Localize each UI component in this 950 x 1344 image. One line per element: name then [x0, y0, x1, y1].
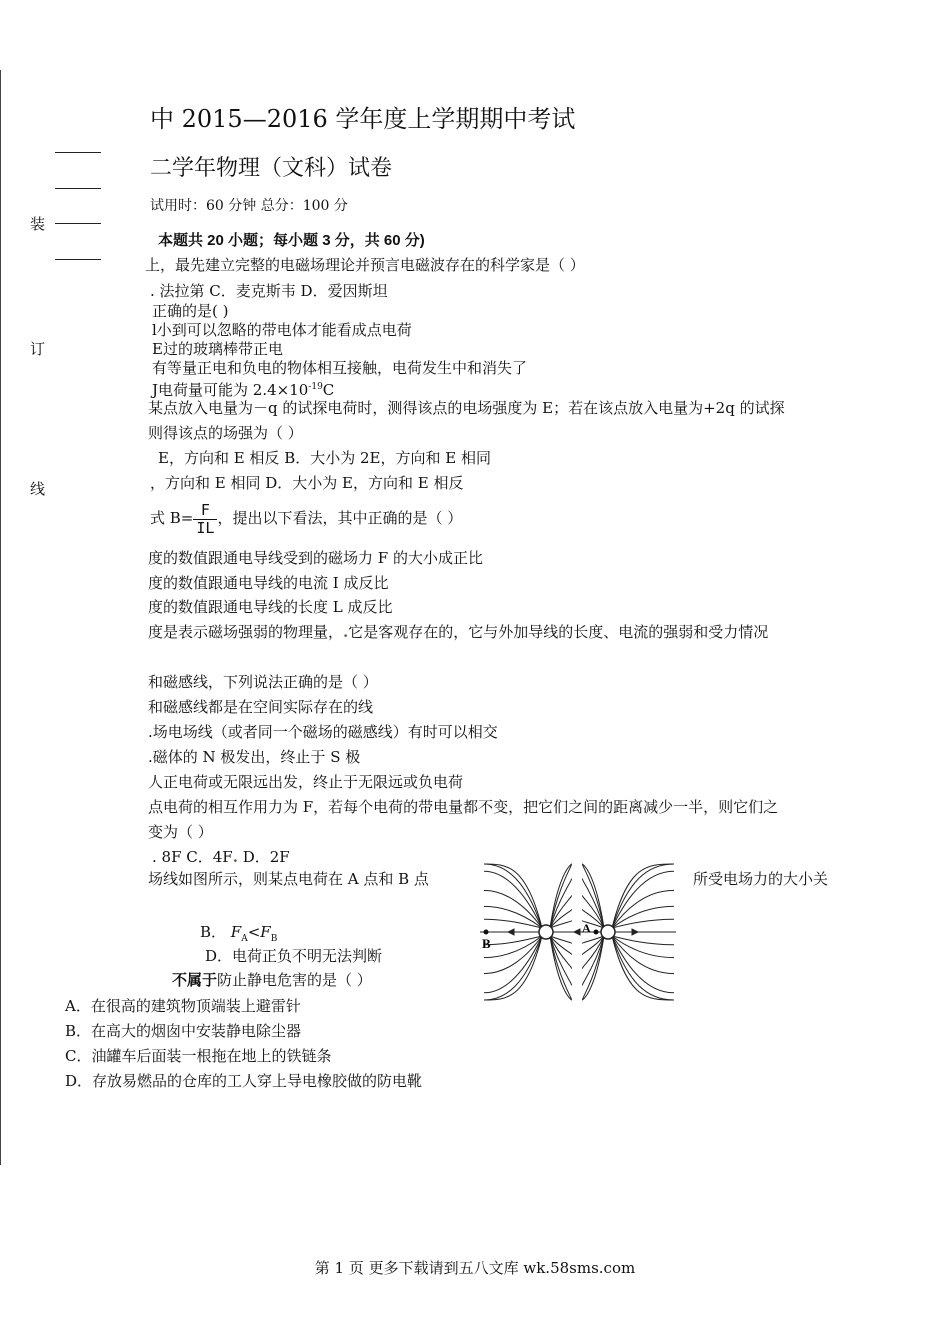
exam-meta: 试用时：60 分钟 总分：100 分	[150, 198, 348, 214]
q4-option-d: 度是表示磁场强弱的物理量，.它是客观存在的，它与外加导线的长度、电流的强弱和受力情况	[148, 623, 769, 641]
q4-option-c: 度的数值跟通电导线的长度 L 成反比	[148, 598, 393, 616]
formula-fraction: $\frac{F}{IL}$	[193, 502, 217, 537]
field-line	[612, 936, 674, 1000]
q5-option-a: 和磁感线都是在空间实际存在的线	[148, 698, 374, 716]
field-line	[484, 936, 542, 1000]
q2-option-a: l小到可以忽略的带电体才能看成点电荷	[152, 321, 412, 339]
seat-blank-line	[55, 259, 101, 260]
point-b-label: B	[482, 936, 491, 951]
q5-stem: 和磁感线，下列说法正确的是（ ）	[148, 673, 378, 691]
point-b-dot	[484, 930, 489, 935]
point-a-label: A	[582, 921, 591, 935]
field-line	[612, 936, 674, 1000]
q7-option-d: D．电荷正负不明无法判断	[205, 947, 383, 965]
q3-options-cd: ，方向和 E 相同 D．大小为 E，方向和 E 相反	[150, 474, 464, 492]
q2-option-d: J电荷量可能为 $2.4\times 10^{-19}C$	[152, 381, 335, 399]
q4-option-b: 度的数值跟通电导线的电流 I 成反比	[148, 574, 389, 592]
field-line	[484, 936, 542, 945]
page-footer: 第 1 页 更多下载请到五八文库 wk.58sms.com	[314, 1259, 636, 1277]
q2-stem: 正确的是( )	[152, 302, 229, 320]
q8-option-d: D．存放易燃品的仓库的工人穿上导电橡胶做的防电靴	[65, 1072, 423, 1090]
q6-stem: 点电荷的相互作用力为 F，若每个电荷的带电量都不变，把它们之间的距离减少一半，则它们之	[148, 798, 779, 816]
class-blank-line	[55, 188, 101, 189]
margin-label-ding: 订	[30, 340, 46, 358]
field-line	[484, 864, 542, 928]
number-blank-line	[55, 223, 101, 224]
q7-option-b: B． $F_A<F_B$	[200, 923, 278, 944]
field-line	[612, 936, 674, 974]
q3-options-ab: E，方向和 E 相反 B．大小为 2E，方向和 E 相同	[158, 449, 491, 467]
point-a-dot	[594, 930, 599, 935]
q3-stem: 某点放入电量为－q 的试探电荷时，测得该点的电场强度为 E；若在该点放入电量为+2q 的试探	[148, 399, 785, 417]
q8-stem: 不属于防止静电危害的是（ ）	[172, 971, 372, 989]
field-line	[612, 919, 674, 928]
field-line	[612, 864, 674, 928]
field-line	[484, 864, 542, 928]
field-line	[612, 864, 674, 928]
field-arrowhead	[574, 929, 580, 935]
exam-title: 中 2015—2016 学年度上学期期中考试	[150, 105, 576, 133]
left-charge	[539, 925, 553, 939]
field-line	[612, 890, 674, 928]
q2-option-c: 有等量正电和负电的物体相互接触，电荷发生中和消失了	[152, 359, 528, 377]
exam-subtitle: 二学年物理（文科）试卷	[150, 156, 393, 181]
q1-stem: 上，最先建立完整的电磁场理论并预言电磁波存在的科学家是（ ）	[145, 256, 585, 274]
q7-stem: 场线如图所示，则某点电荷在 A 点和 B 点	[148, 870, 429, 888]
electric-field-figure	[478, 862, 678, 1002]
name-blank-line	[55, 152, 101, 153]
q6-options: . 8F C．4F. D．2F	[152, 848, 290, 866]
q5-option-d: 人正电荷或无限远出发，终止于无限远或负电荷	[148, 773, 464, 791]
q7-stem-right: 所受电场力的大小关	[693, 870, 829, 888]
right-charge	[601, 925, 615, 939]
q1-options: . 法拉第 C．麦克斯韦 D．爱因斯坦	[150, 282, 388, 300]
q8-option-c: C．油罐车后面装一根拖在地上的铁链条	[65, 1047, 332, 1065]
q2-option-b: E过的玻璃棒带正电	[152, 340, 283, 358]
binding-margin-line	[0, 70, 1, 1165]
margin-label-xian: 线	[30, 480, 46, 498]
q5-option-b: .场电场线（或者同一个磁场的磁感线）有时可以相交	[148, 723, 498, 741]
q8-option-b: B．在高大的烟囱中安装静电除尘器	[65, 1022, 302, 1040]
q4-stem: 式 B= $\frac{F}{IL}$ ，提出以下看法，其中正确的是（ ）	[150, 500, 463, 537]
margin-label-zhuang: 装	[30, 215, 46, 233]
field-line	[484, 919, 542, 928]
section1-heading: 本题共 20 小题；每小题 3 分，共 60 分)	[158, 232, 425, 249]
q6-stem-cont: 变为（ ）	[148, 823, 213, 841]
field-arrowhead	[508, 929, 514, 935]
field-arrowhead	[632, 929, 638, 935]
q4-option-a: 度的数值跟通电导线受到的磁场力 F 的大小成正比	[148, 549, 483, 567]
q3-stem-cont: 则得该点的场强为（ ）	[148, 424, 303, 442]
q8-option-a: A．在很高的建筑物顶端装上避雷针	[65, 997, 301, 1015]
field-line	[612, 936, 674, 945]
q5-option-c: .磁体的 N 极发出，终止于 S 极	[148, 748, 361, 766]
field-line	[484, 936, 542, 1000]
